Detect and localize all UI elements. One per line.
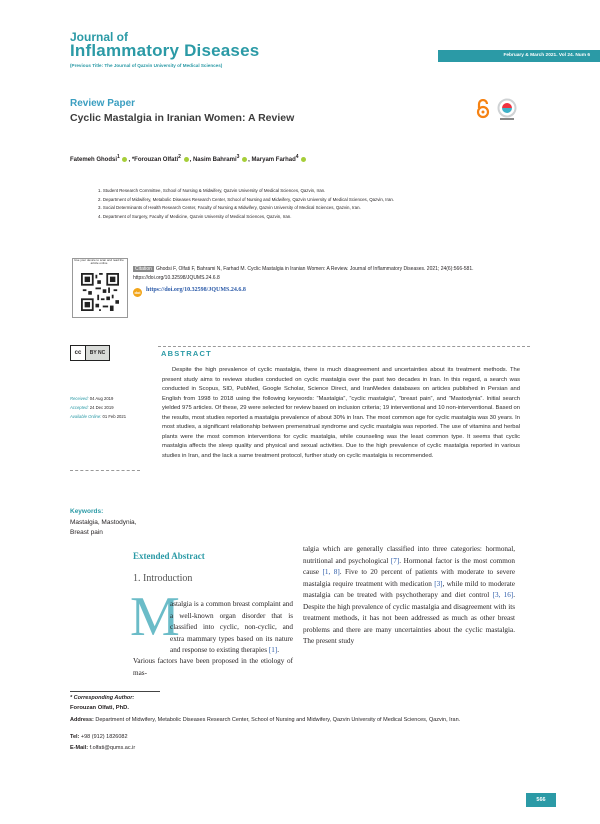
- author-sup: 4: [295, 154, 299, 160]
- body-text: . Five to 20 percent of patients with moderate to severe mastalgia require treatment with medication: [303, 568, 516, 588]
- paper-title: Cyclic Mastalgia in Iranian Women: A Review: [70, 112, 295, 124]
- author-sup: 1: [117, 154, 120, 160]
- reference-link[interactable]: [1]: [268, 646, 278, 654]
- qr-code-icon: [81, 273, 119, 311]
- orcid-icon[interactable]: [242, 157, 247, 162]
- correspondence-divider: [70, 691, 160, 692]
- journal-name-line2: Inflammatory Diseases: [70, 41, 260, 60]
- open-access-icon: [476, 99, 490, 119]
- author-sup: 3: [236, 154, 240, 160]
- received-label: Received:: [70, 396, 89, 401]
- abstract-divider: [158, 346, 530, 347]
- affiliation-item: 2. Department of Midwifery, Metabolic Diseases Research Center, School of Nursing and Midwifery, Qazvin University of Medical Sciences, Qazvin, Iran.: [98, 196, 395, 202]
- journal-name-line1: Journal of: [70, 30, 129, 44]
- email-value[interactable]: f.olfati@qums.ac.ir: [89, 745, 136, 751]
- doi-icon: doi: [134, 290, 141, 295]
- citation-badge: Citation: [135, 266, 152, 272]
- cc-icon: cc: [71, 346, 86, 360]
- paper-type: Review Paper: [70, 98, 136, 109]
- citation-text: Ghodsi F, Olfati F, Bahrami N, Farhad M. Cyclic Mastalgia in Iranian Women: A Review. Journal of Inflammatory Diseases. 2021; 24(6):566-581. https://doi.org/10.32598/JQUMS.24.6.8: [133, 266, 474, 281]
- affiliation-item: 3. Social Determinants of Health Research Center, Faculty of Nursing & Midwifery, Qazvin University of Medical Sciences, Qazvin, Iran.: [98, 205, 361, 211]
- accepted-date: 24 Dec 2019: [89, 405, 114, 410]
- corresponding-author-name: Forouzan Olfati, PhD.: [70, 705, 129, 711]
- body-column-1-bottom: Various factors have been proposed in the etiology of mas-: [133, 657, 293, 677]
- abstract-text: Despite the high prevalence of cyclic mastalgia, there is much disagreement and uncertainties about its treatment methods. The present study aims to reviews studies conducted on cyclic mastalgia over the past two decades in Iran. In this regard, a search was conducted in Scopus, SID, PubMed, Google Scholar, Science Direct, and IranMedex databases on articles published in Persian and English from 1998 to 2018 using the following keywords: “Mastalgia”, “cyclic mastalgia”, “breast pain”, and “Mastodynia”. Initial search yielded 975 articles. Of these, 29 were selected for review based on inclusion criteria; 19 interventional and 10 non-interventional. Based on the results, most studies reported a mastalgia prevalence of about 30% in Iran. The most common age for cyclic mastalgia was 30 years. In most studies, a significant relationship between premenstrual syndrome and cyclic mastalgia was reported. The use of vitamins and herbal plants were the most common interventions for cyclic mastalgia, while counseling was the least common type. It seems that cyclic mastalgia affects the sleep quality and physical and sexual activities. Due to the high prevalence of cyclic mastalgia reported in various studies in Iran, and the lack a same treatment protocol, further study on cyclic mastalgia is recommended.: [162, 367, 520, 459]
- author-name[interactable]: Fatemeh Ghodsi: [70, 157, 118, 163]
- keywords-heading: Keywords:: [70, 508, 104, 515]
- cc-license-badge[interactable]: [70, 345, 110, 361]
- corresponding-address: [70, 716, 530, 725]
- tel-label: Tel:: [70, 734, 80, 740]
- orcid-icon[interactable]: [122, 157, 127, 162]
- corresponding-author-heading: * Corresponding Author:: [70, 695, 135, 701]
- body-text: , while mild to moderate mastalgia can be treated with psychotherapy and diet control: [303, 579, 515, 599]
- author-list: Fatemeh Ghodsi$^1$ , *Forouzan Olfati$^2$ , Nasim Bahrami$^3$ , Maryam Farhad$^4$: [70, 154, 307, 163]
- affiliations: [98, 187, 568, 221]
- issue-banner: February & March 2021. Vol 24. Num 6: [438, 50, 600, 62]
- abstract-heading: ABSTRACT: [161, 349, 212, 358]
- reference-link[interactable]: [3]: [434, 579, 443, 588]
- received-date: 04 Aug 2019: [89, 396, 114, 401]
- introduction-heading: 1. Introduction: [133, 573, 193, 584]
- online-date: 01 Feb 2021: [102, 414, 127, 419]
- online-label: Available Online:: [70, 414, 102, 419]
- address-label: Address:: [70, 717, 94, 723]
- page-number: 566: [526, 793, 556, 807]
- email-label: E-Mail:: [70, 745, 89, 751]
- body-text: . Hormonal factor is the most common cause: [303, 556, 516, 576]
- body-text: astalgia is a common breast complaint and a well-known organ disorder that is classified into cyclic, non-cyclic, and extra mammary types based on its nature and response to existing therapies: [170, 600, 293, 654]
- qr-label: Use your device to scan and read the article online: [74, 258, 124, 266]
- article-dates: [70, 394, 126, 421]
- accepted-label: Accepted:: [70, 405, 89, 410]
- corresponding-tel: [70, 734, 128, 740]
- cc-terms: BY NC: [89, 350, 106, 356]
- journal-previous-title: (Previous Title: The Journal of Qazvin University of Medical Sciences): [70, 63, 223, 68]
- body-column-2: [303, 544, 515, 648]
- citation-block: [133, 265, 513, 282]
- reference-link[interactable]: [3, 16]: [492, 591, 514, 599]
- doi-link[interactable]: https://doi.org/10.32598/JQUMS.24.6.8: [146, 287, 246, 293]
- author-name[interactable]: *Forouzan Olfati: [131, 157, 179, 163]
- extended-abstract-heading: Extended Abstract: [133, 551, 205, 561]
- author-name[interactable]: Nasim Bahrami: [192, 157, 237, 163]
- affiliation-item: 1. Student Research Committee, School of Nursing & Midwifery, Qazvin University of Medical Sciences, Qazvin, Iran.: [98, 188, 326, 193]
- author-name[interactable]: Maryam Farhad: [251, 157, 296, 163]
- affiliation-item: 4. Department of Surgery, Faculty of Medicine, Qazvin University of Medical Sciences, Qazvin, Iran.: [98, 213, 292, 219]
- qr-code-box[interactable]: [72, 258, 128, 318]
- orcid-icon[interactable]: [301, 157, 306, 162]
- crossmark-icon[interactable]: [496, 98, 518, 122]
- keywords-list: Mastalgia, Mastodynia, Breast pain: [70, 519, 137, 536]
- orcid-icon[interactable]: [184, 157, 189, 162]
- address-text: Department of Midwifery, Metabolic Diseases Research Center, School of Nursing and Midwifery, Qazvin University of Medical Sciences, Qazvin, Iran.: [95, 717, 461, 723]
- reference-link[interactable]: [1, 8]: [322, 568, 340, 576]
- body-text: . Despite the high prevalence of cyclic mastalgia and disagreement with its treatment methods, it has not been addressed as much as other breast problems and there are many uncertainties about the cyclic mastalgia. The present study: [303, 591, 516, 645]
- body-text: talgia which are generally classified into three categories: hormonal, nutritional and psychological: [303, 545, 515, 565]
- drop-cap: M: [130, 586, 180, 648]
- keywords-divider: [70, 470, 140, 471]
- corresponding-email: [70, 745, 135, 751]
- author-sup: 2: [178, 154, 181, 160]
- reference-link[interactable]: [7]: [390, 556, 400, 565]
- body-column-1-top: astalgia is a common breast complaint and a well-known organ disorder that is classified into cyclic, non-cyclic, and extra mammary types based on its nature and response to existing therapies [1].: [170, 600, 293, 654]
- tel-value: +98 (912) 1826082: [80, 734, 128, 740]
